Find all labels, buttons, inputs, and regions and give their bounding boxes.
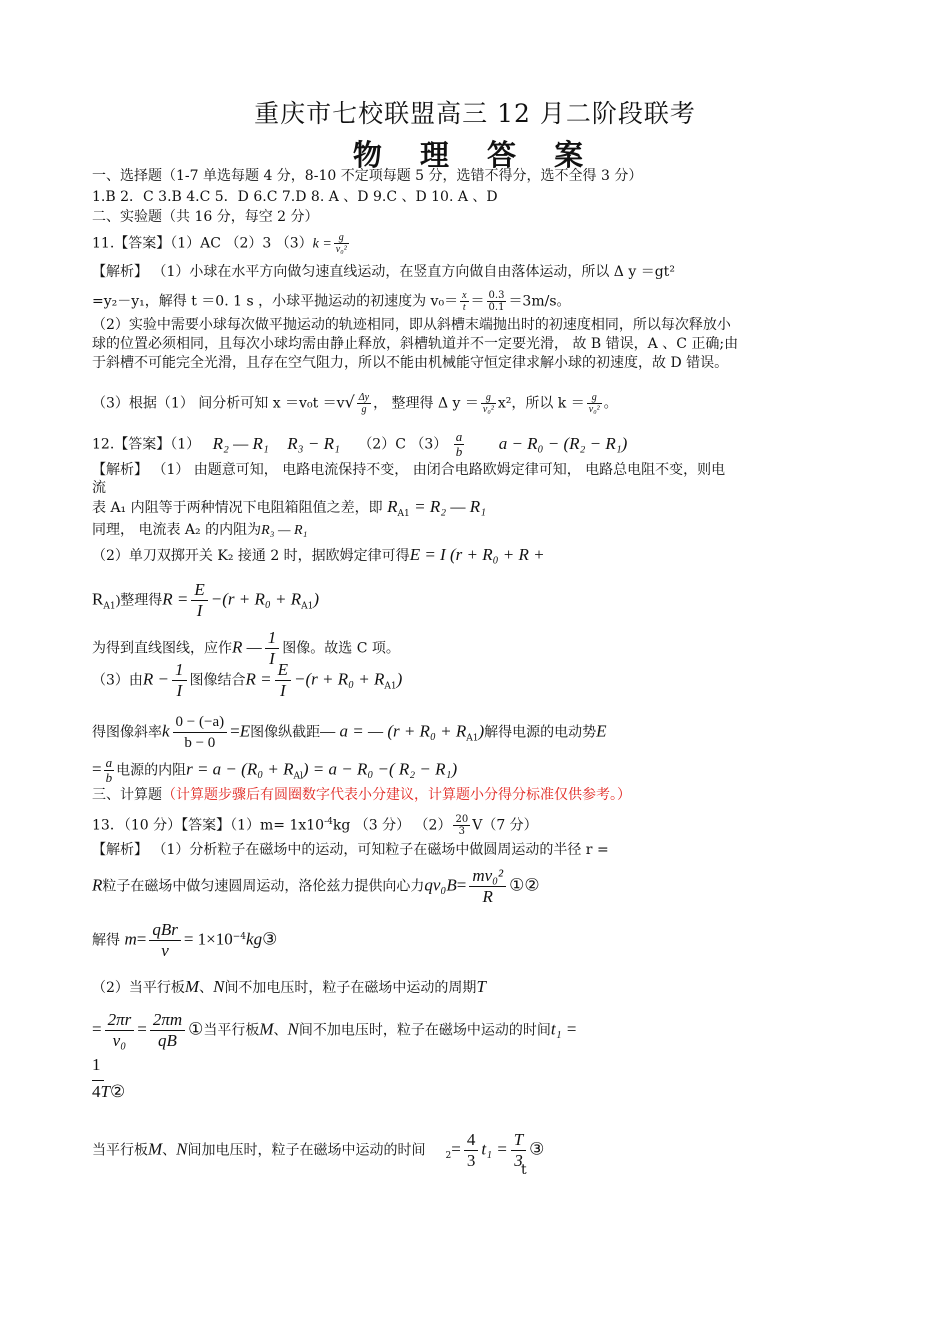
- math: N: [287, 1019, 299, 1039]
- text: =y₂－y₁，解得 t ＝0. 1 s ，小球平抛运动的初速度为 v₀＝: [92, 293, 459, 310]
- math: 1: [92, 1055, 101, 1074]
- text: ＝: [470, 293, 485, 310]
- frac-num: 1: [172, 660, 187, 681]
- text: 表 A₁ 内阻等于两种情况下电阻箱阻值之差，即: [92, 500, 383, 516]
- math: =: [451, 1139, 461, 1159]
- math: kg: [246, 929, 263, 949]
- math: = R₂ — R₁: [414, 497, 487, 516]
- math: N: [176, 1139, 188, 1159]
- math: =: [92, 1019, 102, 1039]
- math: R: [387, 497, 398, 516]
- frac-den: I: [269, 649, 275, 668]
- q13-exp-1: 【解析】 （1）分析粒子在磁场中的运动，可知粒子在磁场中做圆周运动的半径 r =: [92, 842, 609, 858]
- math: =: [456, 875, 467, 895]
- math: −(r + R₀ + R: [210, 589, 302, 609]
- text: ③: [529, 1139, 545, 1159]
- text: （2）单刀双掷开关 K₂ 接通 2 时，据欧姆定律可得: [92, 548, 410, 564]
- q11-exp-5: 于斜槽不可能完全光滑，且存在空气阻力，所以不能由机械能守恒定律求解小球的初速度，故 D 错误。: [92, 355, 729, 371]
- text: （3）由: [92, 672, 143, 689]
- q11-k: k =: [312, 236, 332, 252]
- math: =: [230, 721, 240, 741]
- frac-den: R: [482, 887, 493, 906]
- frac-den: b: [105, 770, 113, 785]
- text: 。: [603, 395, 618, 412]
- math: R: [92, 875, 103, 895]
- math: E: [596, 721, 607, 741]
- math: = 1×10: [183, 929, 233, 949]
- math: ) = a − R₀ −( R₂ − R₁): [302, 759, 458, 779]
- sup: −4: [232, 931, 247, 942]
- math: M: [259, 1019, 274, 1039]
- choice-answers: 1.B 2．C 3.B 4.C 5．D 6.C 7.D 8. A 、D 9.C 、D 10. A 、D: [92, 189, 498, 205]
- math: M: [184, 977, 200, 996]
- q12-ans1b: R₃ − R₁: [287, 433, 340, 453]
- frac-den: v: [161, 941, 169, 960]
- math: m: [124, 929, 137, 949]
- q12-exp-5: [92, 580, 882, 621]
- sub: Al: [293, 771, 303, 782]
- q11-answer-text: 11.【答案】（1）AC （2）3 （3）: [92, 235, 313, 252]
- math: E: [239, 721, 251, 741]
- frac-num: 0.3: [488, 290, 505, 301]
- frac-den: 3: [466, 1151, 476, 1170]
- text: 同理， 电流表 A₂ 的内阻为: [92, 522, 262, 538]
- text: 得图像斜率: [92, 724, 162, 741]
- scoring-note: （计算题步骤后有圆圈数字代表小分建议，计算题小分得分标准仅供参考。）: [162, 787, 631, 803]
- sub: A1: [384, 681, 397, 692]
- q12-ans1: R₂ — R₁: [212, 433, 269, 453]
- frac-num: x: [462, 290, 467, 301]
- sub: A1: [301, 601, 314, 612]
- math: N: [213, 977, 225, 996]
- q12-exp-1: 【解析】 （1） 由题意可知， 电路电流保持不变， 由闭合电路欧姆定律可知， 电路总电阻不变，则电: [92, 462, 726, 478]
- math: M: [148, 1139, 163, 1159]
- frac-num: E: [275, 660, 291, 681]
- math: T: [476, 977, 486, 996]
- sub: 2: [445, 1151, 452, 1162]
- text: ③: [262, 929, 278, 949]
- q12-exp-7: [92, 660, 882, 701]
- text: 当平行板: [92, 1142, 148, 1159]
- text: （2）当平行板: [92, 980, 185, 996]
- q13-exp-6a: [92, 1055, 882, 1076]
- text: 间不加电压时，粒子在磁场中运动的时间: [298, 1022, 551, 1039]
- q13-exp-7: [92, 1130, 882, 1171]
- frac-num: 2πm: [150, 1010, 185, 1031]
- q12-exp-3: [92, 520, 882, 541]
- text: 图像纵截距: [250, 724, 321, 741]
- q12-ans3b: a − R₀ − (R₂ − R₁): [498, 433, 628, 453]
- q12-exp-9: [92, 756, 882, 786]
- q11-exp-6: （3）根据（1） 间分析可知 x ＝v₀t ＝v√ $\frac{\Delta y}{g}$ ， 整理得 Δ y ＝ $\frac{g}{\text{v₀²}}$ x²，所以 k ＝ $\frac{g}{\text{v₀²}}$ 。: [92, 392, 618, 415]
- frac-num: mv₀²: [469, 866, 506, 887]
- math: ): [396, 669, 403, 689]
- text: x²，所以 k ＝: [497, 395, 585, 412]
- frac-num: 0 − (−a): [173, 712, 228, 733]
- math: R: [92, 589, 104, 609]
- text: )整理得: [115, 593, 163, 609]
- q12-exp-8: [92, 712, 882, 753]
- text: 电源的内阻: [116, 762, 187, 779]
- frac-num: a: [455, 429, 463, 444]
- frac-num: Δy: [358, 392, 370, 403]
- math: R₃ — R₁: [261, 523, 308, 538]
- math: −(r + R₀ + R: [294, 669, 385, 689]
- math: =: [136, 929, 147, 949]
- frac-den: v₀²: [588, 404, 600, 415]
- frac-num: 2πr: [105, 1010, 135, 1031]
- q13-exp-3: [92, 920, 882, 961]
- frac-den: t: [462, 302, 466, 313]
- frac-den: v₀: [112, 1031, 127, 1050]
- frac-den: I: [196, 601, 203, 620]
- text: 间加电压时，粒子在磁场中运动的时间: [187, 1142, 426, 1159]
- q11-answer: [92, 232, 882, 255]
- q13-exp-6: [92, 1082, 882, 1103]
- frac-num: g: [481, 392, 496, 404]
- page-subtitle: 物 理 答 案: [352, 138, 598, 172]
- text: ②: [109, 1082, 126, 1101]
- text: 、: [199, 980, 214, 996]
- math: R =: [245, 669, 272, 689]
- frac-den: b − 0: [184, 735, 216, 751]
- math: R —: [232, 637, 262, 657]
- frac-num: 1: [265, 628, 280, 649]
- text: 间不加电压时，粒子在磁场中运动的周期: [224, 980, 477, 996]
- sub: A1: [103, 601, 116, 612]
- text: 、: [273, 1022, 288, 1039]
- frac-num: a: [105, 755, 113, 770]
- frac-den: 3: [514, 1151, 523, 1170]
- frac-num: T: [511, 1130, 526, 1151]
- math: ): [313, 589, 320, 609]
- section-2-heading: 二、实验题（共 16 分，每空 2 分）: [92, 209, 319, 225]
- q13-answer: [92, 812, 882, 837]
- text: （2）C （3）: [358, 436, 448, 453]
- q12-exp-4: [92, 545, 882, 566]
- page-title: 重庆市七校联盟高三 12 月二阶段联考: [254, 99, 696, 128]
- frac-num: qBr: [149, 920, 181, 941]
- math: k: [162, 721, 170, 741]
- sub: A1: [466, 733, 479, 744]
- text: kg （3 分） （2）: [332, 817, 452, 834]
- frac-den: I: [280, 681, 286, 700]
- frac-num: g: [587, 392, 602, 404]
- math: E = I (r + R₀ + R +: [409, 545, 545, 564]
- q11-exp-3: （2）实验中需要小球每次做平抛运动的轨迹相同，即从斜槽末端抛出时的初速度相同，所以每次释放小: [92, 317, 731, 333]
- text: 当平行板: [203, 1022, 260, 1039]
- frac-num: 20: [455, 814, 469, 826]
- q11-exp-4: 球的位置必须相同，且每次小球均需由静止释放，斜槽轨道并不一定要光滑， 故 B 错误，A 、C 正确;由: [92, 336, 739, 352]
- q11-exp-1: 【解析】 （1）小球在水平方向做匀速直线运动，在竖直方向做自由落体运动，所以 Δ y ＝gt²: [92, 264, 675, 280]
- math: — a = — (r + R₀ + R: [320, 721, 467, 741]
- text: 、: [162, 1142, 177, 1159]
- frac-den: v₀²: [482, 404, 494, 415]
- frac-num: E: [191, 580, 207, 601]
- math: t₁ =: [481, 1139, 508, 1159]
- q13-exp-2: [92, 866, 882, 907]
- math: T: [100, 1082, 110, 1101]
- text: ①②: [509, 875, 540, 895]
- text: V（7 分）: [472, 817, 538, 834]
- math: r = a − (R₀ + R: [186, 759, 294, 779]
- fraction-bar: [92, 1080, 104, 1081]
- math: qv₀B: [424, 875, 457, 895]
- frac-den: qB: [158, 1031, 177, 1050]
- q13-exp-5: [92, 1010, 882, 1051]
- text: 解得电源的电动势: [484, 724, 597, 741]
- frac-den: g: [361, 404, 367, 415]
- math: =: [92, 759, 102, 779]
- q11-exp-2: [92, 290, 882, 313]
- math: 4: [92, 1082, 101, 1101]
- frac-den: b: [455, 444, 463, 459]
- frac-den: 0.1: [488, 302, 505, 313]
- math: t₁ =: [550, 1019, 578, 1039]
- q13-exp-4: [92, 977, 882, 998]
- math: ): [478, 721, 485, 741]
- q12-exp-1b: 流: [92, 480, 106, 496]
- math: R −: [142, 669, 170, 689]
- text: 图像。故选 C 项。: [282, 640, 400, 657]
- section-1-heading: 一、选择题（1-7 单选每题 4 分，8-10 不定项每题 5 分，选错不得分，选不全得 3 分）: [92, 168, 643, 184]
- text: ， 整理得 Δ y ＝: [373, 395, 479, 412]
- frac-den: 3: [458, 826, 466, 838]
- section-3-heading: [92, 785, 882, 805]
- frac-num: g: [334, 232, 349, 244]
- frac-den: v₀²: [335, 244, 347, 255]
- text: 解得: [92, 932, 120, 949]
- text: 图像结合: [189, 672, 246, 689]
- math: R =: [162, 589, 189, 609]
- q12-answer: [92, 430, 882, 459]
- text: 12.【答案】（1）: [92, 436, 201, 453]
- frac-num: 4: [464, 1130, 479, 1151]
- text: 三、计算题: [92, 787, 162, 803]
- sub: A1: [397, 508, 410, 519]
- frac-den: I: [176, 681, 183, 700]
- sup: -4: [324, 817, 333, 827]
- text: 13．（10 分）【答案】（1）m= 1x10: [92, 817, 325, 834]
- text: 为得到直线图线，应作: [92, 640, 232, 657]
- math: =: [137, 1019, 147, 1039]
- q13-exp-7t: t: [521, 1162, 527, 1178]
- text: ①: [188, 1019, 204, 1039]
- text: ＝3m/s。: [508, 293, 571, 310]
- text: 粒子在磁场中做匀速圆周运动，洛伦兹力提供向心力: [102, 878, 425, 895]
- text: （3）根据（1） 间分析可知 x ＝v₀t ＝v: [92, 395, 345, 412]
